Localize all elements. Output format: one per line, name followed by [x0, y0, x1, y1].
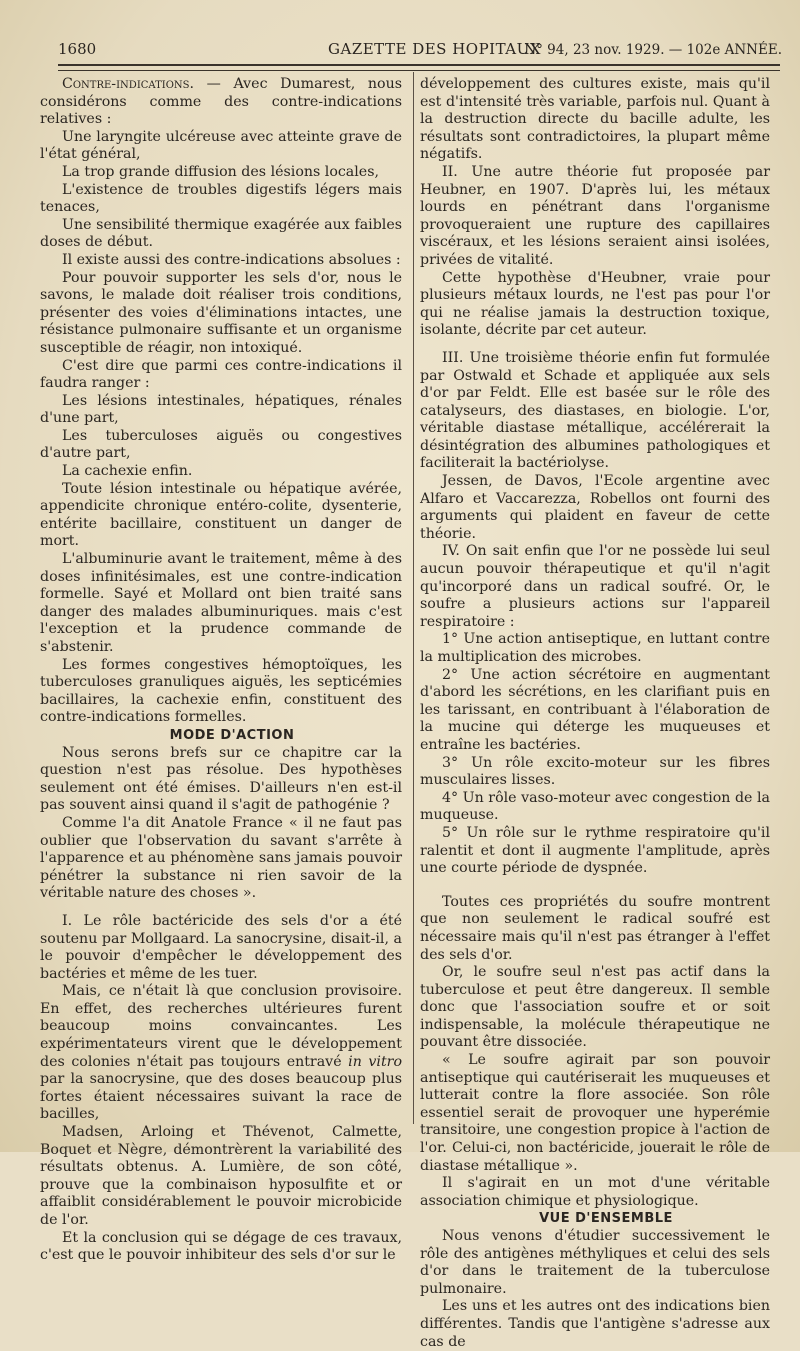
paragraph: Jessen, de Davos, l'Ecole argentine avec Alfaro et Vaccarezza, Robellos ont fourni des arguments qui plaident en faveur de cette théorie.	[420, 473, 770, 542]
paragraph: L'existence de troubles digestifs légers mais tenaces,	[40, 181, 402, 216]
paragraph: Et la conclusion qui se dégage de ces travaux, c'est que le pouvoir inhibiteur des sels d'or sur le	[40, 1229, 402, 1264]
list-item: 1° Une action antiseptique, en luttant contre la multiplication des microbes.	[420, 631, 770, 665]
paragraph: Il existe aussi des contre-indications absolues :	[62, 251, 401, 268]
paragraph: développement des cultures existe, mais qu'il est d'intensité très variable, parfois nul. Quant à la destruction directe du bacille adulte, les résultats sont contradictoires, la plupart même négatifs.	[420, 76, 770, 163]
paragraph: Comme l'a dit Anatole France « il ne faut pas oublier que l'observation du savant s'arrête à l'apparence et au phénomène sans jamais pouvoir pénétrer la substance ni rien savoir de la véritable nature des choses ».	[40, 814, 402, 902]
paragraph: Cette hypothèse d'Heubner, vraie pour plusieurs métaux lourds, ne l'est pas pour l'or qui ne réalise jamais la destruction toxique, isolante, décrite par cet auteur.	[420, 269, 770, 339]
paragraph: La cachexie enfin.	[62, 463, 193, 480]
paragraph: Les tuberculoses aiguës ou congestives d'autre part,	[40, 427, 402, 462]
paragraph: Toute lésion intestinale ou hépatique avérée, appendicite chronique entéro-colite, dysenterie, entérite bacillaire, constituent un danger de mort.	[40, 480, 402, 550]
paragraph: III. Une troisième théorie enfin fut formulée par Ostwald et Schade et appliquée aux sels d'or par Feldt. Elle est basée sur le rôle des catalyseurs, des diastases, en biologie. L'or, véritable diastase métallique, accélérerait la désintégration des albumines pathologiques et faciliterait la bactériolyse.	[420, 349, 770, 472]
paragraph: Pour pouvoir supporter les sels d'or, nous le savons, le malade doit réaliser trois conditions, présenter des voies d'éliminations intactes, une résistance pulmonaire suffisante et un organisme susceptible de réagir, non intoxiqué.	[40, 269, 402, 356]
list-item: 5° Un rôle sur le rythme respiratoire qu'il ralentit et dont il augmente l'amplitude, après une courte période de dyspnée.	[420, 824, 770, 877]
list-item: 2° Une action sécrétoire en augmentant d'abord les sécrétions, en les clarifiant puis en les tarissant, en contribuant à l'élaboration de la mucine qui déterge les muqueuses et entraîne les bactéries.	[420, 666, 770, 753]
paragraph: C'est dire que parmi ces contre-indications il faudra ranger :	[40, 357, 402, 392]
column-divider	[413, 72, 414, 1124]
paragraph: Les uns et les autres ont des indications bien différentes. Tandis que l'antigène s'adresse aux cas de	[420, 1298, 770, 1350]
right-column	[420, 76, 770, 1351]
list-item: 3° Un rôle excito-moteur sur les fibres musculaires lisses.	[420, 754, 770, 789]
paragraph: Toutes ces propriétés du soufre montrent que non seulement le radical soufré est nécessaire mais qu'il n'est pas étranger à l'effet des sels d'or.	[420, 893, 770, 963]
paragraph: Madsen, Arloing et Thévenot, Calmette, Boquet et Nègre, démontrèrent la variabilité des résultats obtenus. A. Lumière, de son côté, prouve que la combinaison hyposulfite et or affaiblit considérablement le pouvoir microbicide de l'or.	[40, 1124, 402, 1228]
paragraph: IV. On sait enfin que l'or ne possède lui seul aucun pouvoir thérapeutique et qu'il n'agit qu'incorporé dans un radical soufré. Or, le soufre a plusieurs actions sur l'appareil respiratoire :	[420, 543, 770, 630]
paragraph-text: — Avec Dumarest, nous considérons comme des contre-indications relatives :	[40, 76, 402, 128]
paragraph: II. Une autre théorie fut proposée par Heubner, en 1907. D'après lui, les métaux lourds en pénétrant dans l'organisme provoqueraient une rupture des capillaires viscéraux, et les lésions seraient ainsi isolées, privées de vitalité.	[420, 163, 770, 268]
paragraph	[40, 983, 402, 1124]
paragraph-text: Mais, ce n'était là que conclusion provisoire. En effet, des recherches ultérieures furent beaucoup moins convaincantes. Les expérimentateurs virent que le développement des colonies n'était pas toujours entravé	[40, 983, 402, 1070]
run-in-heading: Contre-indications.	[62, 76, 195, 92]
page-header	[58, 34, 782, 64]
paragraph: I. Le rôle bactéricide des sels d'or a été soutenu par Mollgaard. La sanocrysine, disait-il, a le pouvoir d'empêcher le développement des bactéries et même de les tuer.	[40, 912, 402, 982]
section-heading-vue-ensemble: VUE D'ENSEMBLE	[539, 1211, 673, 1227]
page-number: 1680	[58, 40, 97, 58]
issue-info: N° 94, 23 nov. 1929. — 102e ANNÉE.	[524, 42, 782, 58]
paragraph: Or, le soufre seul n'est pas actif dans la tuberculose et peut être dangereux. Il semble donc que l'association soufre et or soit indispensable, la molécule thérapeutique ne pouvant être dissociée.	[420, 964, 770, 1051]
section-heading-mode-action: MODE D'ACTION	[169, 727, 295, 743]
journal-title: GAZETTE DES HOPITAUX	[328, 40, 541, 58]
list-item: 4° Un rôle vaso-moteur avec congestion de la muqueuse.	[420, 789, 770, 824]
paragraph: Une laryngite ulcéreuse avec atteinte grave de l'état général,	[40, 128, 402, 163]
paragraph: La trop grande diffusion des lésions locales,	[62, 163, 379, 180]
paragraph	[40, 76, 402, 129]
left-column	[40, 76, 402, 1265]
paragraph: « Le soufre agirait par son pouvoir antiseptique qui cautériserait les muqueuses et lutterait contre la flore associée. Son rôle essentiel serait de provoquer une hyperémie transitoire, une congestion propice à l'action de l'or. Celui-ci, non bactéricide, jouerait le rôle de diastase métallique ».	[420, 1052, 770, 1174]
italic-term: in vitro	[348, 1053, 402, 1070]
paragraph: Nous venons d'étudier successivement le rôle des antigènes méthyliques et celui des sels d'or dans le traitement de la tuberculose pulmonaire.	[420, 1228, 770, 1297]
paragraph: Les lésions intestinales, hépatiques, rénales d'une part,	[40, 392, 402, 427]
paragraph: Les formes congestives hémoptoïques, les tuberculoses granuliques aiguës, les septicémies bacillaires, la cachexie enfin, constituent des contre-indications formelles.	[40, 656, 402, 726]
paragraph: L'albuminurie avant le traitement, même à des doses infinitésimales, est une contre-indication formelle. Sayé et Mollard ont bien traité sans danger des malades albuminuriques. mais c'est l'exception et la prudence commande de s'abstenir.	[40, 551, 402, 655]
paragraph: Il s'agirait en un mot d'une véritable association chimique et physiologique.	[420, 1175, 770, 1209]
paragraph-text: par la sanocrysine, que des doses beaucoup plus fortes étaient nécessaires suivant la race de bacilles,	[40, 1071, 402, 1123]
paragraph: Une sensibilité thermique exagérée aux faibles doses de début.	[40, 216, 402, 251]
header-rule	[58, 64, 780, 71]
paragraph: Nous serons brefs sur ce chapitre car la question n'est pas résolue. Des hypothèses seulement ont été émises. D'ailleurs n'en est-il pas souvent ainsi quand il s'agit de pathogénie ?	[40, 744, 402, 814]
